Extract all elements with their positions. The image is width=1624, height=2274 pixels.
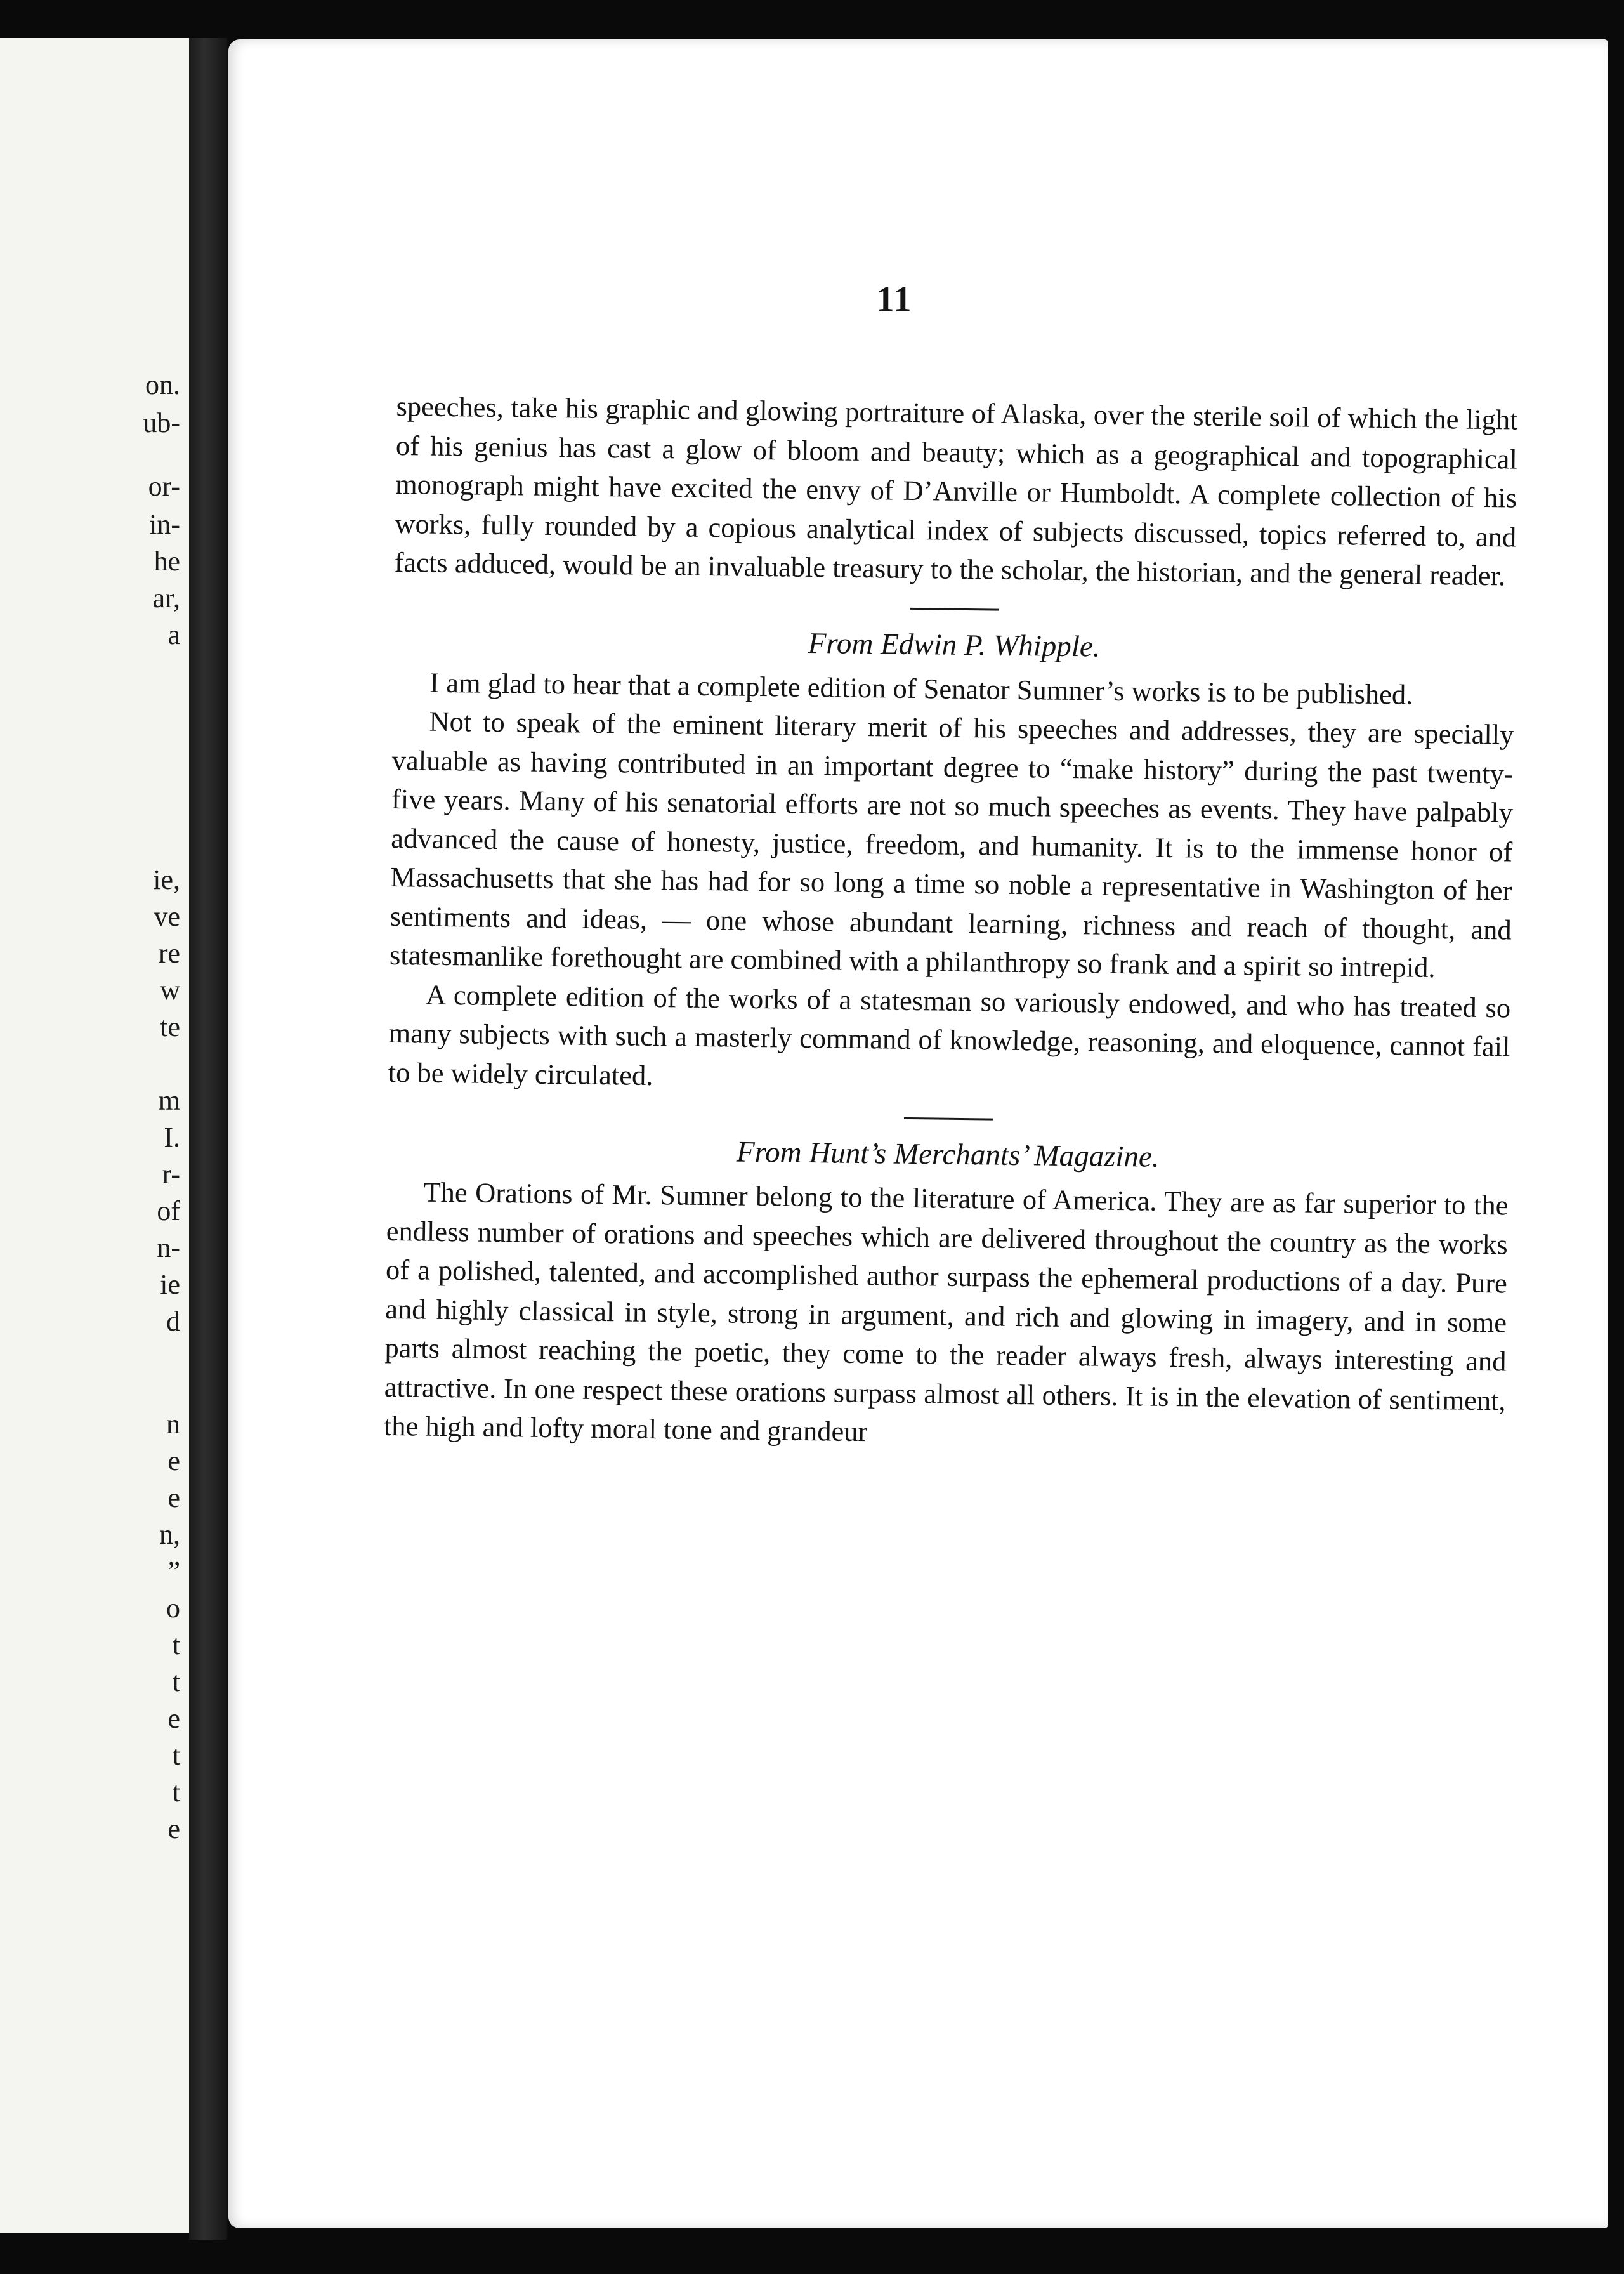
- facing-page-fragment: or-: [148, 471, 180, 502]
- whipple-paragraph-3: A complete edition of the works of a statesman so variously endowed, and who has treated so many subjects with such a masterly command of knowledge, reasoning, and eloquence, cannot fail to be widely circulated.: [388, 978, 1511, 1091]
- facing-page-left: [0, 38, 189, 2233]
- facing-page-fragment: ie: [160, 1269, 180, 1300]
- facing-page-fragment: d: [166, 1306, 180, 1337]
- facing-page-fragment: on.: [145, 369, 180, 400]
- facing-page-fragment: t: [172, 1629, 180, 1660]
- facing-page-fragment: ar,: [152, 582, 180, 614]
- opening-paragraph: speeches, take his graphic and glowing portraiture of Alaska, over the sterile soil of which the light of his genius has cast a glow of bloom and beauty; which as a geographical and topographical monograph might have excited the envy of D’Anville or Humboldt. A complete collection of his works, fully rounded by a copious analytical index of subjects discussed, topics referred to, and facts adduced, would be an invaluable treasury to the scholar, the historian, and the general reader.: [394, 390, 1518, 592]
- facing-page-fragment: I.: [164, 1122, 180, 1153]
- facing-page-fragment: in-: [149, 509, 180, 540]
- facing-page-fragment: t: [172, 1740, 180, 1771]
- facing-page-fragment: ”: [167, 1556, 180, 1587]
- facing-page-fragment: of: [157, 1195, 180, 1226]
- section-heading-hunts-magazine: From Hunt’s Merchants’ Magazine.: [736, 1135, 1160, 1174]
- facing-page-fragment: e: [167, 1482, 180, 1513]
- section-divider: [904, 1117, 993, 1121]
- page-body: [384, 387, 1518, 1459]
- section-heading-whipple: From Edwin P. Whipple.: [808, 626, 1101, 664]
- facing-page-fragment: e: [167, 1813, 180, 1844]
- facing-page-fragment: w: [160, 975, 180, 1006]
- facing-page-fragment: o: [166, 1593, 180, 1624]
- facing-page-fragment: n,: [159, 1519, 180, 1550]
- facing-page-fragment: a: [167, 619, 180, 650]
- facing-page-fragment: ie,: [153, 864, 180, 895]
- page-number: 11: [876, 280, 913, 319]
- hunts-paragraph-1: The Orations of Mr. Sumner belong to the literature of America. They are as far superior to the endless number of orations and speeches which are delivered throughout the country as the works of a polished, talented, and accomplished author surpass the ephemeral productions of a day. Pure and highly classical in style, strong in argument, and rich and glowing in imagery, and in some parts almost reaching the poetic, they come to the reader always fresh, always interesting and attractive. In one respect these orations surpass almost all others. It is in the elevation of sentiment, the high and lofty moral tone and grandeur: [383, 1176, 1509, 1448]
- facing-page-fragment: e: [167, 1703, 180, 1734]
- facing-page-fragment: e: [167, 1445, 180, 1476]
- facing-page-fragment: te: [160, 1011, 180, 1042]
- facing-page-fragment: t: [172, 1666, 180, 1697]
- facing-page-fragment: n-: [157, 1232, 180, 1263]
- whipple-paragraph-1: I am glad to hear that a complete edition of Senator Sumner’s works is to be published.: [429, 666, 1413, 711]
- book-gutter: [189, 38, 227, 2240]
- facing-page-fragment: m: [158, 1085, 180, 1116]
- facing-page-fragment: ub-: [143, 407, 180, 438]
- facing-page-fragment: r-: [162, 1159, 180, 1190]
- whipple-paragraph-2: Not to speak of the eminent literary merit of his speeches and addresses, they are specially valuable as having contributed in an important degree to “make history” during the past twenty-five years. Many of his senatorial efforts are not so much speeches as events. They have palpably advanced the cause of honesty, justice, freedom, and humanity. It is to the immense honor of Massachusetts that she has had for so long a time so noble a representative in Washington of her sentiments and ideas, — one whose abundant learning, richness and reach of thought, and statesmanlike forethought are combined with a philanthropy so frank and a spirit so intrepid.: [389, 705, 1514, 984]
- facing-page-fragment: re: [158, 938, 180, 969]
- section-divider: [910, 607, 999, 610]
- facing-page-fragment: ve: [154, 901, 180, 932]
- page-right: [228, 39, 1608, 2228]
- facing-page-fragment: t: [172, 1777, 180, 1808]
- facing-page-fragment: n: [166, 1409, 180, 1440]
- facing-page-fragment: he: [154, 546, 180, 577]
